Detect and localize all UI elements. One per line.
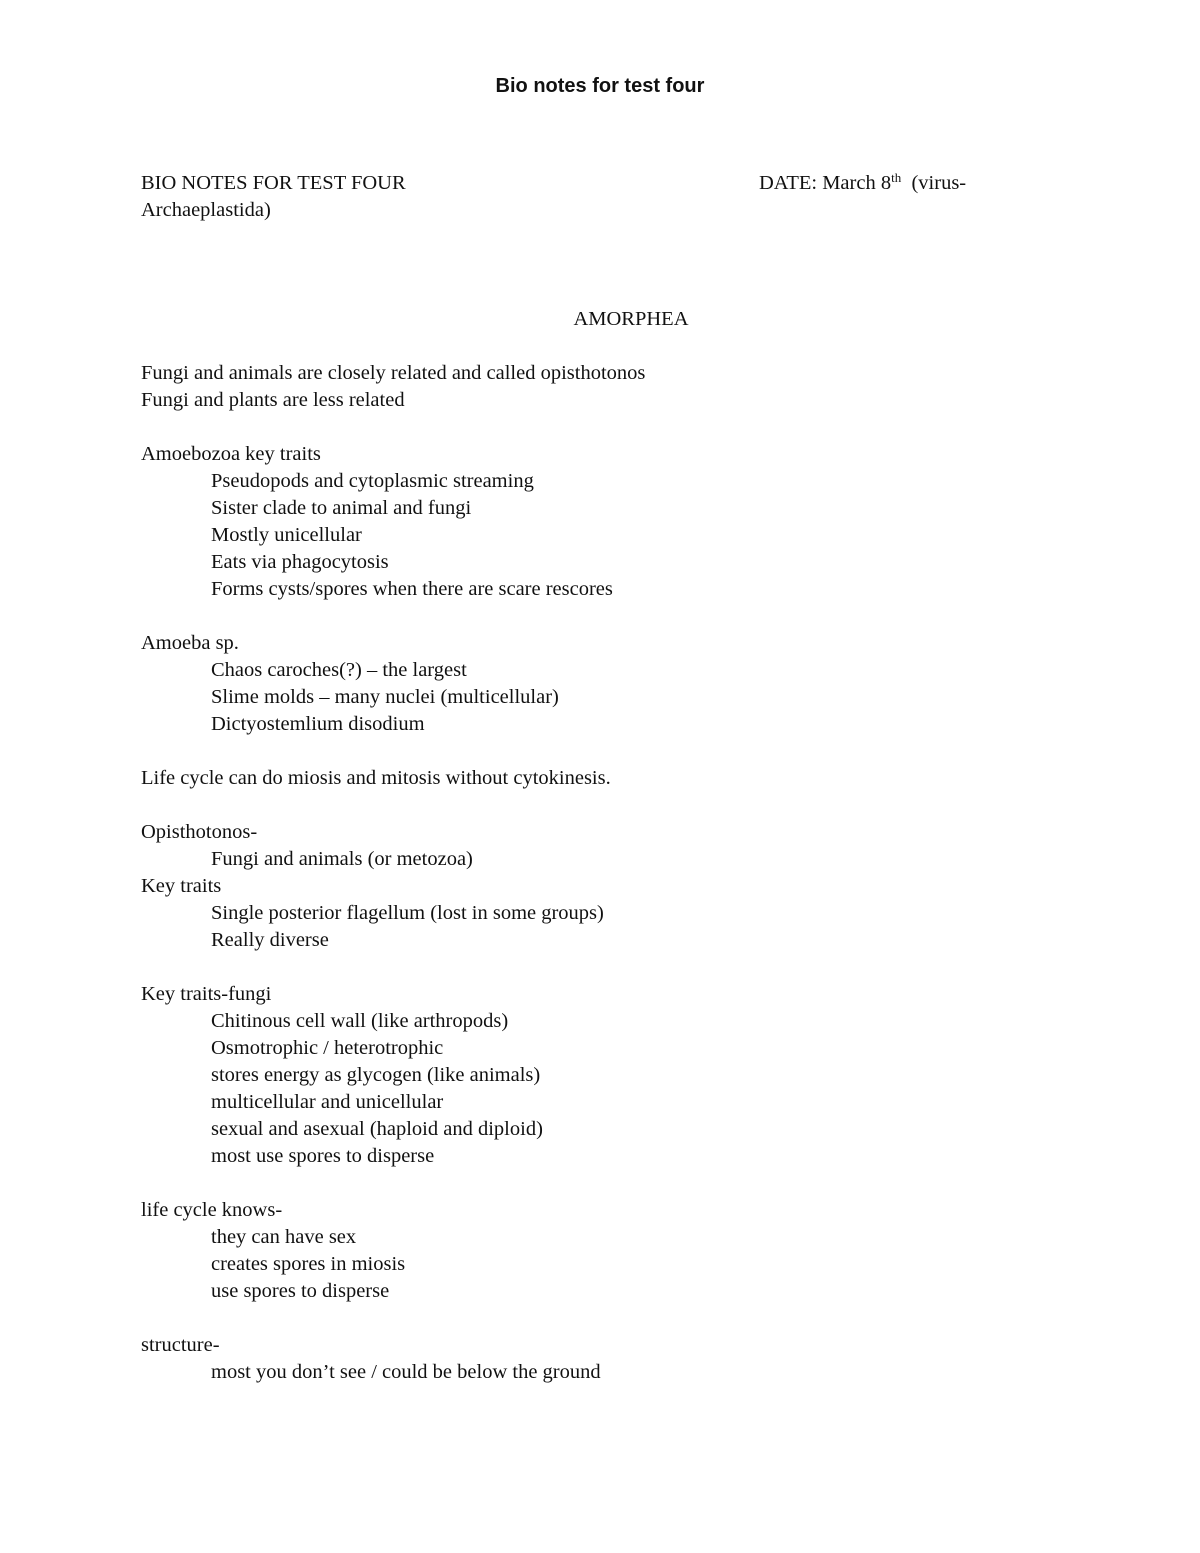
key-traits-fungi-item: most use spores to disperse bbox=[211, 1145, 435, 1167]
amoebozoa-item: Forms cysts/spores when there are scare rescores bbox=[211, 578, 613, 600]
header-date-prefix: DATE: March 8 bbox=[759, 172, 892, 194]
structure-heading: structure- bbox=[141, 1334, 220, 1356]
amoeba-item: Chaos caroches(?) – the largest bbox=[211, 659, 467, 681]
amoeba-heading: Amoeba sp. bbox=[141, 632, 239, 654]
life-cycle-knows-item: use spores to disperse bbox=[211, 1280, 390, 1302]
key-traits-fungi-item: sexual and asexual (haploid and diploid) bbox=[211, 1118, 543, 1140]
key-traits-fungi-item: Osmotrophic / heterotrophic bbox=[211, 1037, 444, 1059]
life-cycle-line: Life cycle can do miosis and mitosis without cytokinesis. bbox=[141, 767, 611, 789]
amoebozoa-item: Mostly unicellular bbox=[211, 524, 362, 546]
header-date-suffix: (virus- bbox=[901, 172, 967, 194]
amoebozoa-item: Sister clade to animal and fungi bbox=[211, 497, 472, 519]
life-cycle-knows-item: creates spores in miosis bbox=[211, 1253, 406, 1275]
key-traits-fungi-item: stores energy as glycogen (like animals) bbox=[211, 1064, 541, 1086]
amoebozoa-item: Eats via phagocytosis bbox=[211, 551, 389, 573]
header-date bbox=[759, 170, 966, 197]
header-date-superscript: th bbox=[891, 170, 902, 185]
amoebozoa-heading: Amoebozoa key traits bbox=[141, 443, 321, 465]
intro-line: Fungi and animals are closely related and called opisthotonos bbox=[141, 362, 646, 384]
key-traits-fungi-item: multicellular and unicellular bbox=[211, 1091, 444, 1113]
key-traits-item: Really diverse bbox=[211, 929, 329, 951]
notes-body bbox=[141, 360, 1041, 1386]
amoeba-item: Dictyostemlium disodium bbox=[211, 713, 425, 735]
intro-line: Fungi and plants are less related bbox=[141, 389, 405, 411]
header-wrap-line: Archaeplastida) bbox=[141, 199, 271, 221]
key-traits-fungi-heading: Key traits-fungi bbox=[141, 983, 272, 1005]
key-traits-fungi-item: Chitinous cell wall (like arthropods) bbox=[211, 1010, 509, 1032]
section-heading: AMORPHEA bbox=[573, 308, 689, 330]
amoeba-item: Slime molds – many nuclei (multicellular) bbox=[211, 686, 559, 708]
life-cycle-knows-item: they can have sex bbox=[211, 1226, 357, 1248]
opisthotonos-item: Fungi and animals (or metozoa) bbox=[211, 848, 473, 870]
structure-item: most you don’t see / could be below the ground bbox=[211, 1361, 601, 1383]
document-title: Bio notes for test four bbox=[495, 75, 705, 97]
key-traits-item: Single posterior flagellum (lost in some groups) bbox=[211, 902, 604, 924]
opisthotonos-heading: Opisthotonos- bbox=[141, 821, 258, 843]
header-label: BIO NOTES FOR TEST FOUR bbox=[141, 172, 406, 194]
life-cycle-knows-heading: life cycle knows- bbox=[141, 1199, 283, 1221]
key-traits-heading: Key traits bbox=[141, 875, 222, 897]
amoebozoa-item: Pseudopods and cytoplasmic streaming bbox=[211, 470, 534, 492]
